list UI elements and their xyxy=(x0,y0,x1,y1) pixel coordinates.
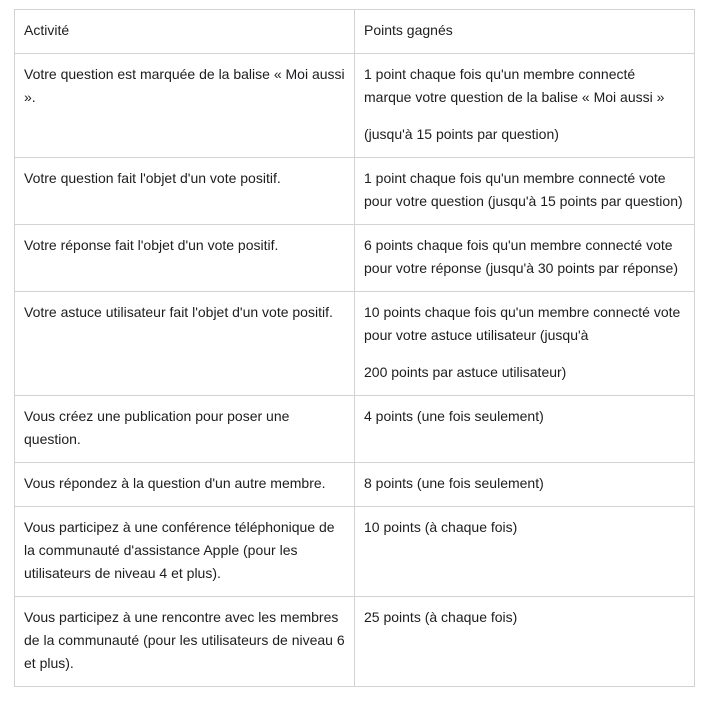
header-points: Points gagnés xyxy=(355,10,695,54)
table-header-row xyxy=(15,10,695,54)
activity-cell: Votre astuce utilisateur fait l'objet d'un vote positif. xyxy=(15,292,355,396)
activity-cell: Vous créez une publication pour poser une question. xyxy=(15,396,355,463)
points-cell: 1 point chaque fois qu'un membre connecté vote pour votre question (jusqu'à 15 points par question) xyxy=(355,158,695,225)
points-cell xyxy=(355,54,695,158)
activity-cell: Vous participez à une conférence téléphonique de la communauté d'assistance Apple (pour les utilisateurs de niveau 4 et plus). xyxy=(15,507,355,597)
points-text: 1 point chaque fois qu'un membre connecté marque votre question de la balise « Moi aussi » xyxy=(364,66,665,105)
points-cell: 6 points chaque fois qu'un membre connecté vote pour votre réponse (jusqu'à 30 points par réponse) xyxy=(355,225,695,292)
table-row xyxy=(15,158,695,225)
points-text: 200 points par astuce utilisateur) xyxy=(364,364,567,380)
activity-cell: Votre question fait l'objet d'un vote positif. xyxy=(15,158,355,225)
points-text: (jusqu'à 15 points par question) xyxy=(364,126,559,142)
table-row xyxy=(15,463,695,507)
points-cell: 8 points (une fois seulement) xyxy=(355,463,695,507)
activity-cell: Vous participez à une rencontre avec les membres de la communauté (pour les utilisateurs de niveau 6 et plus). xyxy=(15,597,355,687)
activity-cell: Votre réponse fait l'objet d'un vote positif. xyxy=(15,225,355,292)
table-row xyxy=(15,225,695,292)
activity-cell: Votre question est marquée de la balise « Moi aussi ». xyxy=(15,54,355,158)
table-row xyxy=(15,597,695,687)
points-table xyxy=(14,9,695,687)
points-cell: 10 points (à chaque fois) xyxy=(355,507,695,597)
points-cell: 4 points (une fois seulement) xyxy=(355,396,695,463)
points-cell xyxy=(355,292,695,396)
table-row xyxy=(15,507,695,597)
table-row xyxy=(15,54,695,158)
points-cell: 25 points (à chaque fois) xyxy=(355,597,695,687)
activity-cell: Vous répondez à la question d'un autre membre. xyxy=(15,463,355,507)
table-row xyxy=(15,396,695,463)
header-activity: Activité xyxy=(15,10,355,54)
table-row xyxy=(15,292,695,396)
points-text: 10 points chaque fois qu'un membre connecté vote pour votre astuce utilisateur (jusqu'à xyxy=(364,304,681,343)
